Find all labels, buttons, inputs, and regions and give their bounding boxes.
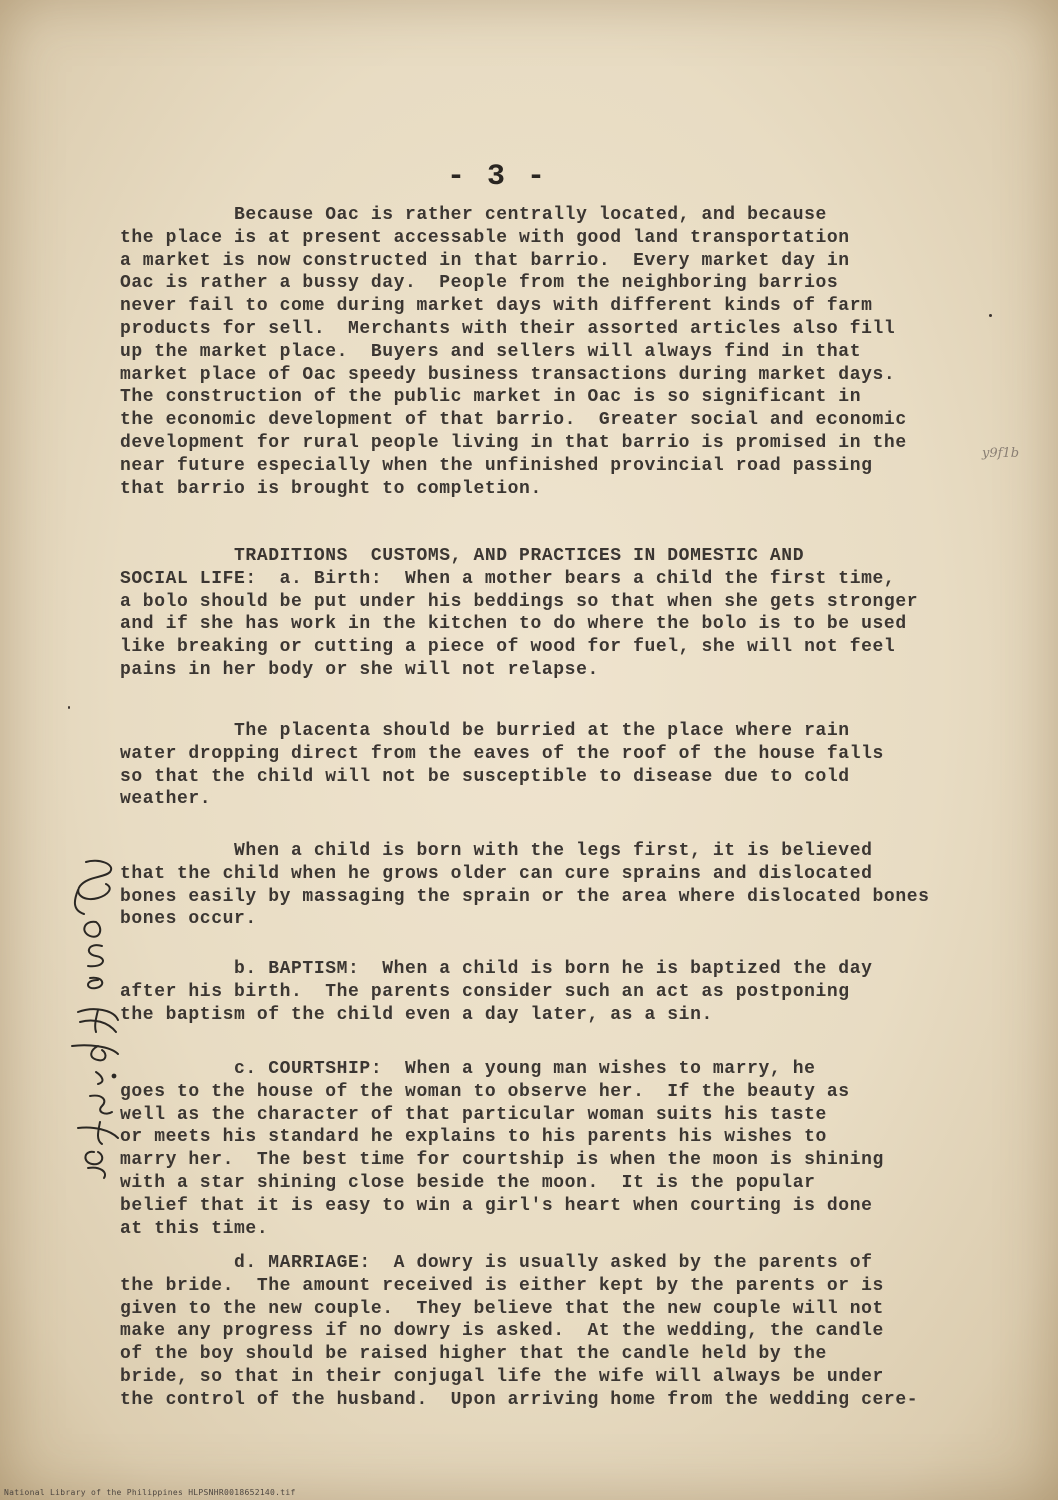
paragraph-baptism (120, 958, 1000, 1026)
paragraph-placenta (120, 720, 1000, 811)
text-line: a bolo should be put under his beddings so that when she gets stronger (120, 591, 919, 612)
margin-pencil-note: y9f1b (982, 446, 1020, 461)
text-line: water dropping direct from the eaves of the roof of the house falls (120, 743, 884, 764)
text-line: near future especially when the unfinished provincial road passing (120, 455, 873, 476)
text-line: Oac is rather a bussy day. People from the neighboring barrios (120, 273, 839, 294)
text-line: When a child is born with the legs first, it is believed (120, 841, 873, 861)
text-line: up the market place. Buyers and sellers will always find in that (120, 341, 862, 362)
text-line: d. MARRIAGE: A dowry is usually asked by the parents of (120, 1253, 873, 1273)
text-line: The construction of the public market in Oac is so significant in (120, 387, 862, 408)
archive-footer-stamp: National Library of the Philippines HLPSNHR0018652140.tif (4, 1488, 296, 1497)
text-line: marry her. The best time for courtship is when the moon is shining (120, 1150, 884, 1171)
text-line: of the boy should be raised higher that the candle held by the (120, 1344, 827, 1365)
text-line: development for rural people living in that barrio is promised in the (120, 432, 907, 453)
text-line: so that the child will not be susceptible to disease due to cold (120, 766, 850, 787)
text-line: pains in her body or she will not relapse. (120, 659, 599, 680)
text-line: the control of the husband. Upon arriving home from the wedding cere- (120, 1389, 919, 1410)
text-line: that barrio is brought to completion. (120, 478, 542, 499)
text-line: at this time. (120, 1218, 269, 1239)
text-line: products for sell. Merchants with their assorted articles also fill (120, 318, 896, 339)
text-line: with a star shining close beside the moon. It is the popular (120, 1172, 816, 1193)
text-line: after his birth. The parents consider such an act as postponing (120, 981, 850, 1002)
text-line: bones easily by massaging the sprain or the area where dislocated bones (120, 886, 930, 907)
text-line: and if she has work in the kitchen to do where the bolo is to be used (120, 614, 907, 635)
text-line: the place is at present accessable with good land transportation (120, 227, 850, 248)
text-line: b. BAPTISM: When a child is born he is baptized the day (120, 959, 873, 979)
text-line: the bride. The amount received is either kept by the parents or is (120, 1275, 884, 1296)
paragraph-traditions-birth (120, 545, 1000, 682)
text-line: that the child when he grows older can cure sprains and dislocated (120, 863, 873, 884)
paper-speck (68, 706, 70, 709)
text-line: a market is now constructed in that barrio. Every market day in (120, 250, 850, 271)
text-line: TRADITIONS CUSTOMS, AND PRACTICES IN DOMESTIC AND (120, 546, 805, 566)
text-line: bride, so that in their conjugal life the wife will always be under (120, 1366, 884, 1387)
page-number: - 3 - (447, 160, 548, 194)
text-line: market place of Oac speedy business transactions during market days. (120, 364, 896, 385)
signature-drawing (58, 850, 138, 1180)
paragraph-legs-first (120, 840, 1000, 931)
text-line: weather. (120, 789, 212, 810)
text-line: The placenta should be burried at the place where rain (120, 721, 850, 741)
paper-speck (989, 314, 992, 317)
text-line: the baptism of the child even a day later, as a sin. (120, 1004, 713, 1025)
text-line: well as the character of that particular woman suits his taste (120, 1104, 827, 1125)
text-line: make any progress if no dowry is asked. At the wedding, the candle (120, 1321, 884, 1342)
paragraph-courtship (120, 1058, 1000, 1240)
text-line: bones occur. (120, 909, 257, 930)
text-line: like breaking or cutting a piece of wood for fuel, she will not feel (120, 637, 896, 658)
text-line: Because Oac is rather centrally located, and because (120, 205, 827, 225)
text-line: goes to the house of the woman to observe her. If the beauty as (120, 1081, 850, 1102)
text-line: belief that it is easy to win a girl's heart when courting is done (120, 1195, 873, 1216)
text-line: the economic development of that barrio. Greater social and economic (120, 410, 907, 431)
text-line: SOCIAL LIFE: a. Birth: When a mother bears a child the first time, (120, 568, 896, 589)
paragraph-market (120, 204, 1000, 500)
text-line: never fail to come during market days with different kinds of farm (120, 296, 873, 317)
text-line: given to the new couple. They believe that the new couple will not (120, 1298, 884, 1319)
text-line: c. COURTSHIP: When a young man wishes to marry, he (120, 1059, 816, 1079)
handwritten-signature (58, 850, 138, 1180)
paragraph-marriage (120, 1252, 1000, 1412)
text-line: or meets his standard he explains to his parents his wishes to (120, 1127, 827, 1148)
